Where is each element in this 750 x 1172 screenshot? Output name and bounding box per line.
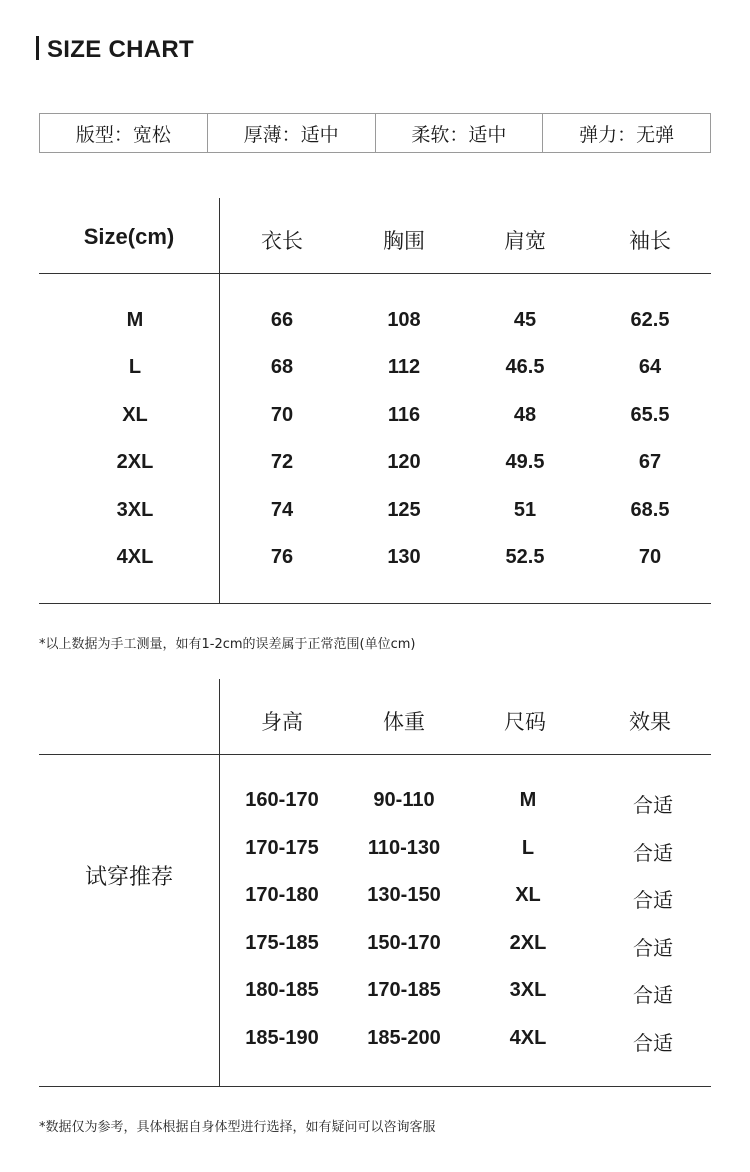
- table-row: [0, 404, 750, 434]
- value-cell: 67: [638, 451, 662, 473]
- size-cell: 4XL: [509, 1027, 547, 1049]
- size-cell: XL: [515, 884, 541, 906]
- value-cell: 74: [270, 499, 294, 521]
- table-row: [0, 837, 750, 867]
- title-bar: [36, 36, 39, 60]
- recommend-label: 试穿推荐: [84, 865, 173, 890]
- size-cell: M: [519, 789, 537, 811]
- size-table-header-line: [39, 273, 711, 274]
- title-text: SIZE CHART: [47, 36, 194, 63]
- value-cell: 65.5: [630, 404, 670, 426]
- weight-cell: 170-185: [367, 979, 441, 1001]
- attr-fit: 版型：宽松: [40, 114, 208, 152]
- value-cell: 120: [387, 451, 421, 473]
- header-shoulder: 肩宽: [504, 229, 546, 253]
- weight-cell: 185-200: [367, 1027, 441, 1049]
- effect-cell: 合适: [633, 1031, 673, 1055]
- size-table-bottom-line: [39, 603, 711, 604]
- value-cell: 66: [270, 309, 294, 331]
- weight-cell: 90-110: [373, 789, 435, 811]
- value-cell: 70: [270, 404, 294, 426]
- value-cell: 70: [638, 546, 662, 568]
- header-weight: 体重: [383, 710, 425, 734]
- attr-elasticity: 弹力：无弹: [579, 123, 675, 146]
- effect-cell: 合适: [633, 793, 673, 817]
- effect-cell: 合适: [633, 841, 673, 865]
- value-cell: 64: [638, 356, 662, 378]
- height-cell: 170-175: [245, 837, 319, 859]
- measurement-note: *以上数据为手工测量，如有1-2cm的误差属于正常范围(单位cm): [39, 637, 416, 652]
- weight-cell: 110-130: [367, 837, 441, 859]
- table-row: [0, 932, 750, 962]
- size-cell: 4XL: [116, 546, 154, 568]
- size-cell: XL: [122, 404, 148, 426]
- size-cell: L: [521, 837, 535, 859]
- value-cell: 45: [513, 309, 537, 331]
- header-height: 身高: [261, 710, 303, 734]
- value-cell: 76: [270, 546, 294, 568]
- height-cell: 185-190: [245, 1027, 319, 1049]
- page-title: [36, 36, 194, 64]
- size-corner-header: Size(cm): [83, 224, 175, 249]
- size-cell: 2XL: [116, 451, 154, 473]
- table-row: [0, 789, 750, 819]
- size-cell: 2XL: [509, 932, 547, 954]
- value-cell: 48: [513, 404, 537, 426]
- height-cell: 180-185: [245, 979, 319, 1001]
- header-length: 衣长: [261, 229, 303, 253]
- table-row: [0, 451, 750, 481]
- height-cell: 170-180: [245, 884, 319, 906]
- reference-note: *数据仅为参考，具体根据自身体型进行选择，如有疑问可以咨询客服: [39, 1120, 436, 1135]
- value-cell: 130: [387, 546, 421, 568]
- value-cell: 49.5: [505, 451, 545, 473]
- value-cell: 112: [387, 356, 421, 378]
- table-row: [0, 546, 750, 576]
- height-cell: 160-170: [245, 789, 319, 811]
- value-cell: 72: [270, 451, 294, 473]
- effect-cell: 合适: [633, 888, 673, 912]
- attributes-box: [39, 113, 711, 153]
- table-row: [0, 309, 750, 339]
- size-table-divider: [219, 198, 220, 603]
- effect-cell: 合适: [633, 983, 673, 1007]
- attr-softness: 柔软：适中: [376, 114, 544, 152]
- header-size: 尺码: [504, 710, 546, 734]
- attr-thickness: 厚薄：适中: [208, 114, 376, 152]
- value-cell: 51: [513, 499, 537, 521]
- value-cell: 68.5: [630, 499, 670, 521]
- value-cell: 108: [387, 309, 421, 331]
- table-row: [0, 499, 750, 529]
- table-row: [0, 979, 750, 1009]
- header-sleeve: 袖长: [629, 229, 671, 253]
- size-cell: M: [126, 309, 144, 331]
- effect-cell: 合适: [633, 936, 673, 960]
- recommend-table-header-line: [39, 754, 711, 755]
- size-cell: 3XL: [116, 499, 154, 521]
- weight-cell: 130-150: [367, 884, 441, 906]
- recommend-table-bottom-line: [39, 1086, 711, 1087]
- table-row: [0, 1027, 750, 1057]
- header-chest: 胸围: [383, 229, 425, 253]
- size-cell: 3XL: [509, 979, 547, 1001]
- table-row: [0, 884, 750, 914]
- table-row: [0, 356, 750, 386]
- header-effect: 效果: [629, 710, 671, 734]
- value-cell: 116: [387, 404, 421, 426]
- size-cell: L: [128, 356, 142, 378]
- value-cell: 46.5: [505, 356, 545, 378]
- value-cell: 52.5: [505, 546, 545, 568]
- weight-cell: 150-170: [367, 932, 441, 954]
- value-cell: 62.5: [630, 309, 670, 331]
- value-cell: 125: [387, 499, 421, 521]
- value-cell: 68: [270, 356, 294, 378]
- height-cell: 175-185: [245, 932, 319, 954]
- recommend-table-divider: [219, 679, 220, 1086]
